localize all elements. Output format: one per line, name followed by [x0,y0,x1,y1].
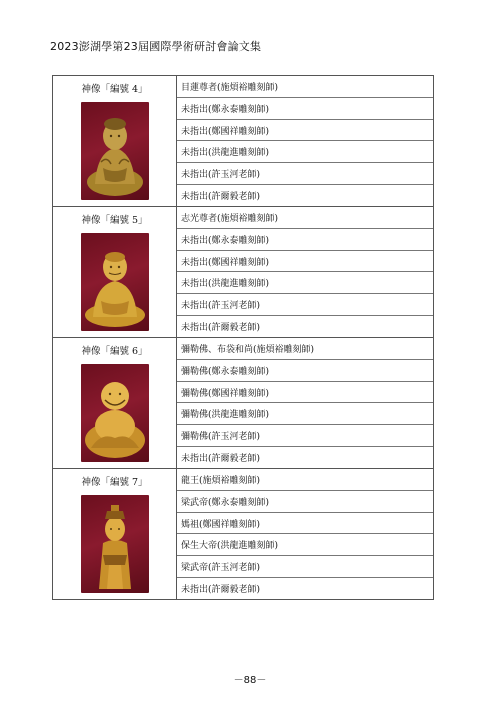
running-header: 2023澎湖學第23屆國際學術研討會論文集 [50,40,262,53]
attribution-cell: 未指出(許玉河老師) [177,163,433,185]
attribution-cell: 龍王(施煩裕雕刻師) [177,469,433,491]
statue-cell [53,338,177,468]
attribution-cell: 未指出(許爾毅老師) [181,454,261,465]
attribution-list [177,469,433,599]
attribution-cell: 未指出(鄭國祥雕刻師) [177,120,433,142]
attribution-cell: 未指出(許爾毅老師) [181,585,261,596]
statue-cell [53,76,177,206]
attribution-cell: 未指出(洪龍進雕刻師) [177,141,433,163]
attribution-cell: 未指出(鄭永泰雕刻師) [177,98,433,120]
attribution-cell: 未指出(許玉河老師) [177,294,433,316]
attribution-cell: 梁武帝(許玉河老師) [177,556,433,578]
attribution-cell: 未指出(洪龍進雕刻師) [177,272,433,294]
attribution-cell: 媽祖(鄭國祥雕刻師) [177,513,433,535]
statue-identification-table [52,75,434,600]
table-row-group [53,469,433,599]
statue-cell [53,469,177,599]
seated-figure-image [81,364,149,462]
attribution-cell: 未指出(許爾毅老師) [181,323,261,334]
attribution-list [177,76,433,206]
attribution-cell: 彌勒佛(洪龍進雕刻師) [177,403,433,425]
seated-figure-image [81,233,149,331]
seated-figure-image [81,102,149,200]
statue-photo [81,495,149,593]
statue-photo [81,364,149,462]
attribution-cell: 彌勒佛(鄭國祥雕刻師) [177,382,433,404]
statue-label: 神像「編號 4」 [81,84,148,95]
statue-label: 神像「編號 6」 [81,346,148,357]
statue-photo [81,233,149,331]
attribution-cell: 保生大帝(洪龍進雕刻師) [177,534,433,556]
page-number: －88－ [233,675,267,686]
statue-label: 神像「編號 7」 [81,477,148,488]
table-row-group [53,207,433,338]
attribution-list [177,207,433,337]
attribution-cell: 彌勒佛、布袋和尚(施煩裕雕刻師) [177,338,433,360]
statue-cell [53,207,177,337]
attribution-cell: 未指出(鄭國祥雕刻師) [177,251,433,273]
attribution-cell: 目蓮尊者(施煩裕雕刻師) [177,76,433,98]
table-row-group [53,76,433,207]
attribution-cell: 未指出(鄭永泰雕刻師) [177,229,433,251]
statue-label: 神像「編號 5」 [81,215,148,226]
attribution-cell: 彌勒佛(鄭永泰雕刻師) [177,360,433,382]
attribution-cell: 未指出(許爾毅老師) [181,192,261,203]
attribution-cell: 彌勒佛(許玉河老師) [177,425,433,447]
attribution-cell: 志光尊者(施煩裕雕刻師) [177,207,433,229]
statue-photo [81,102,149,200]
standing-figure-image [81,495,149,593]
attribution-cell: 梁武帝(鄭永泰雕刻師) [177,491,433,513]
table-row-group [53,338,433,469]
attribution-list [177,338,433,468]
